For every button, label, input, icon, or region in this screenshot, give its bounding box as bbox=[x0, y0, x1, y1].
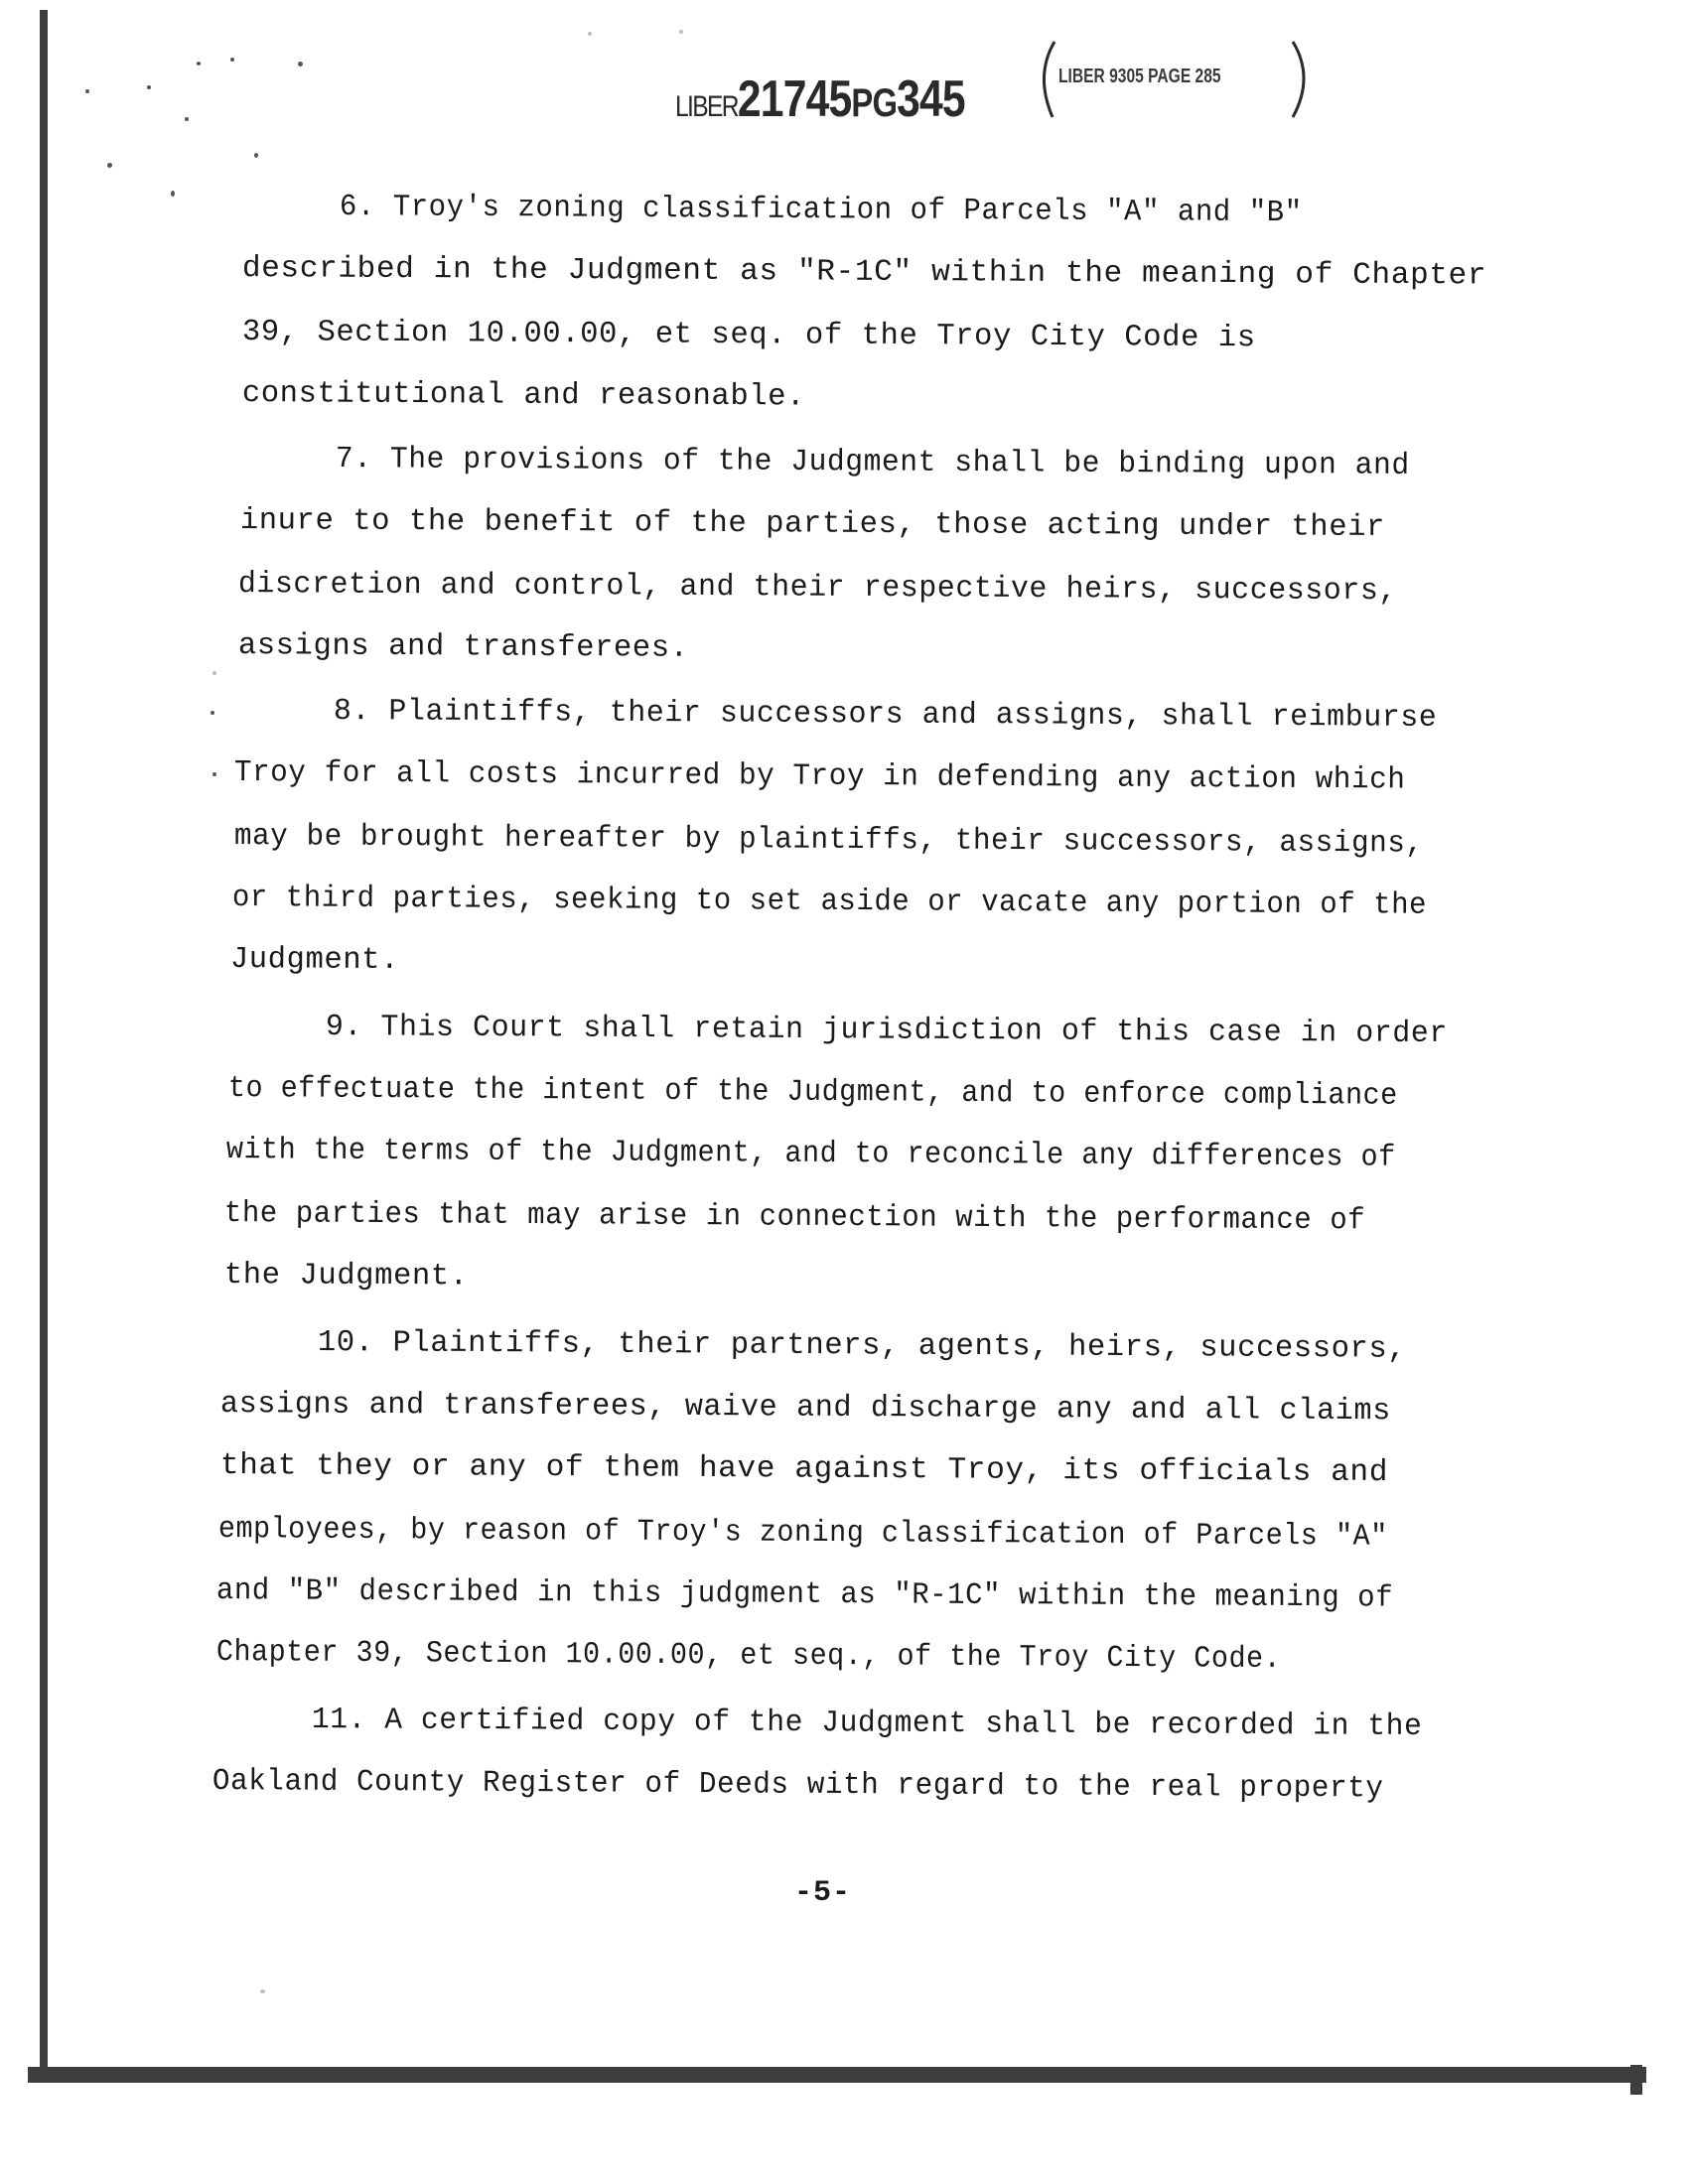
text-line: the parties that may arise in connection with the performance of bbox=[223, 1197, 1366, 1239]
scan-speck bbox=[185, 117, 189, 121]
text-line: 11. A certified copy of the Judgment shall be recorded in the bbox=[311, 1704, 1423, 1745]
scan-speck bbox=[212, 772, 216, 776]
scan-speck bbox=[147, 85, 151, 89]
liber-secondary-stamp bbox=[1033, 38, 1331, 129]
text-line: constitutional and reasonable. bbox=[241, 377, 806, 415]
text-line: 39, Section 10.00.00, et seq. of the Troy City Code is bbox=[241, 316, 1256, 356]
text-line: assigns and transferees. bbox=[237, 629, 689, 666]
text-line: discretion and control, and their respective heirs, successors, bbox=[237, 568, 1398, 610]
text-line: with the terms of the Judgment, and to reconcile any differences of bbox=[225, 1134, 1396, 1175]
text-line: Judgment. bbox=[229, 943, 400, 979]
text-line: Oakland County Register of Deeds with regard to the real property bbox=[211, 1765, 1384, 1807]
text-line: 6. Troy's zoning classification of Parcels "A" and "B" bbox=[339, 191, 1303, 231]
scan-speck bbox=[211, 711, 214, 715]
text-line: to effectuate the intent of the Judgment, and to enforce compliance bbox=[227, 1072, 1398, 1114]
text-line: Chapter 39, Section 10.00.00, et seq., of the Troy City Code. bbox=[215, 1636, 1282, 1678]
text-line: assigns and transferees, waive and discharge any and all claims bbox=[219, 1388, 1391, 1430]
liber-stamp-page-prefix: PG bbox=[851, 81, 898, 125]
scan-speck bbox=[254, 153, 258, 158]
scan-speck bbox=[260, 1989, 265, 1993]
scan-speck bbox=[85, 89, 89, 93]
scan-border-right bbox=[1630, 2065, 1642, 2095]
text-line: Troy for all costs incurred by Troy in defending any action which bbox=[233, 756, 1406, 798]
scan-speck bbox=[298, 62, 303, 67]
text-line: 10. Plaintiffs, their partners, agents, heirs, successors, bbox=[317, 1326, 1407, 1367]
scan-speck bbox=[107, 163, 112, 168]
page-number: -5- bbox=[794, 1876, 852, 1910]
liber-secondary-text: LIBER 9305 PAGE 285 bbox=[1058, 66, 1221, 87]
liber-stamp-number: 21745 bbox=[737, 70, 852, 128]
scan-speck bbox=[197, 62, 201, 66]
text-line: and "B" described in this judgment as "R-1C" within the meaning of bbox=[215, 1574, 1394, 1616]
text-line: inure to the benefit of the parties, those acting under their bbox=[239, 504, 1386, 546]
text-line: 8. Plaintiffs, their successors and assigns, shall reimburse bbox=[333, 695, 1438, 736]
text-line: 9. This Court shall retain jurisdiction of this case in order bbox=[325, 1011, 1449, 1052]
text-line: described in the Judgment as "R-1C" within the meaning of Chapter bbox=[241, 252, 1487, 294]
scan-speck bbox=[230, 58, 234, 62]
text-line: the Judgment. bbox=[223, 1259, 469, 1295]
scan-speck bbox=[212, 671, 216, 675]
text-line: that they or any of them have against Troy, its officials and bbox=[219, 1449, 1389, 1491]
text-line: may be brought hereafter by plaintiffs, their successors, assigns, bbox=[233, 820, 1424, 862]
liber-stamp-prefix: LIBER bbox=[675, 90, 738, 123]
scan-speck bbox=[679, 30, 683, 34]
scan-border-bottom bbox=[28, 2067, 1646, 2083]
liber-page-stamp bbox=[675, 69, 965, 129]
scan-speck bbox=[171, 191, 175, 197]
text-line: 7. The provisions of the Judgment shall be binding upon and bbox=[335, 443, 1410, 483]
text-line: employees, by reason of Troy's zoning classification of Parcels "A" bbox=[217, 1513, 1388, 1555]
liber-stamp-page: 345 bbox=[897, 70, 965, 128]
text-line: or third parties, seeking to set aside or vacate any portion of the bbox=[231, 882, 1428, 923]
scan-speck bbox=[588, 32, 592, 36]
scan-border-left bbox=[40, 10, 48, 2080]
